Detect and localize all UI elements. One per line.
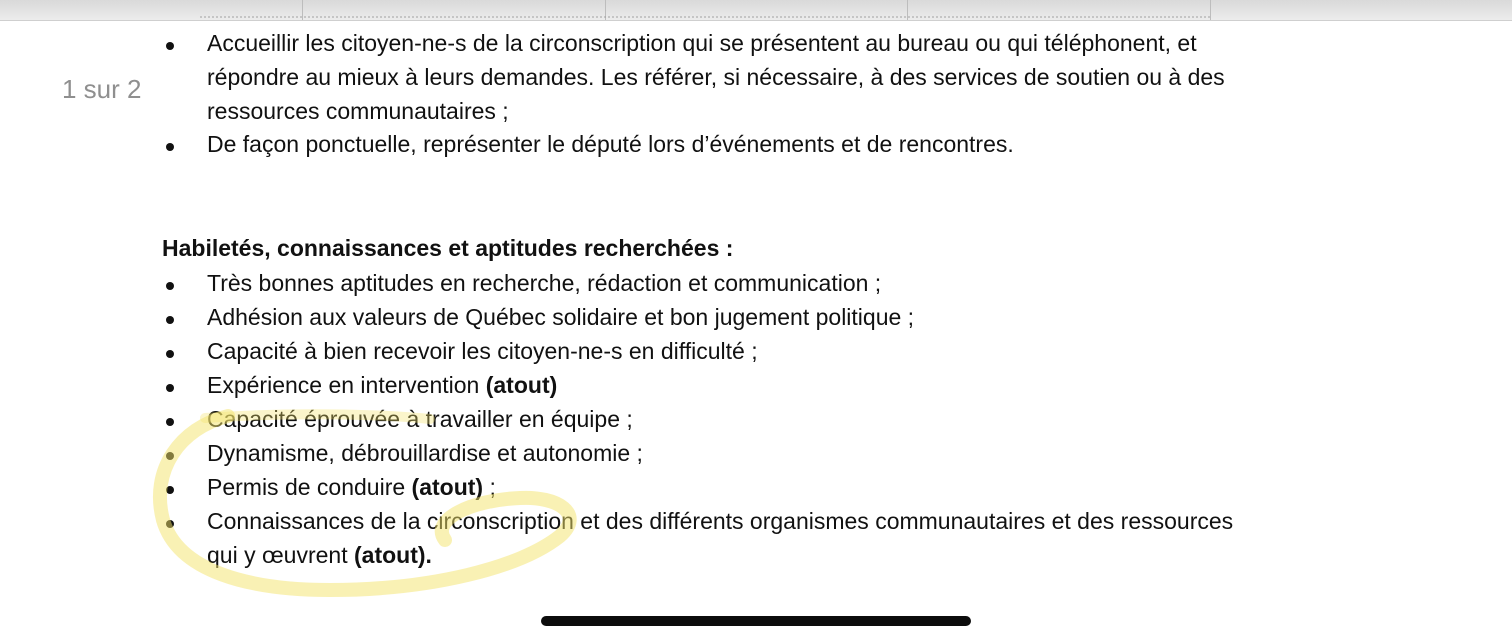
bullet-dot — [166, 452, 174, 460]
bullet-dot — [166, 42, 174, 50]
page-indicator: 1 sur 2 — [62, 74, 142, 104]
bullet-dot — [166, 520, 174, 528]
list-item-text: Expérience en intervention — [207, 372, 486, 398]
list-item: Très bonnes aptitudes en recherche, rédaction et communication ; — [207, 270, 882, 296]
atout-label: (atout) — [485, 372, 558, 398]
list-item-text: Permis de conduire — [207, 474, 412, 500]
list-item: Dynamisme, débrouillardise et autonomie ; — [207, 440, 643, 466]
bullet-dot — [166, 282, 174, 290]
top-strip — [0, 0, 1512, 21]
list-item — [207, 470, 496, 504]
atout-label: (atout). — [354, 542, 432, 568]
list-item-line: De façon ponctuelle, représenter le député lors d’événements et de rencontres. — [207, 131, 1014, 157]
cut-off-text-line — [200, 4, 1210, 18]
list-item-line: répondre au mieux à leurs demandes. Les référer, si nécessaire, à des services de soutien ou à des — [207, 64, 1225, 90]
section-heading: Habiletés, connaissances et aptitudes recherchées : — [162, 235, 734, 261]
list-item: Capacité éprouvée à travailler en équipe ; — [207, 406, 633, 432]
bullet-dot — [166, 486, 174, 494]
list-item — [207, 368, 557, 402]
list-item-line: Accueillir les citoyen-ne-s de la circonscription qui se présentent au bureau ou qui téléphonent, et — [207, 30, 1197, 56]
bullet-dot — [166, 418, 174, 426]
bullet-dot — [166, 384, 174, 392]
home-indicator[interactable] — [541, 616, 971, 626]
list-item: Adhésion aux valeurs de Québec solidaire et bon jugement politique ; — [207, 304, 915, 330]
bullet-dot — [166, 316, 174, 324]
list-item: Capacité à bien recevoir les citoyen-ne-s en difficulté ; — [207, 338, 758, 364]
strip-divider — [1210, 0, 1211, 20]
list-item-line: ressources communautaires ; — [207, 98, 509, 124]
bullet-dot — [166, 350, 174, 358]
bullet-dot — [166, 143, 174, 151]
list-item-text: qui y œuvrent — [207, 542, 354, 568]
list-item-line — [207, 538, 432, 572]
list-item-line: Connaissances de la circonscription et des différents organismes communautaires et des ressources — [207, 508, 1234, 534]
list-item-suffix: ; — [483, 474, 496, 500]
atout-label: (atout) — [411, 474, 484, 500]
